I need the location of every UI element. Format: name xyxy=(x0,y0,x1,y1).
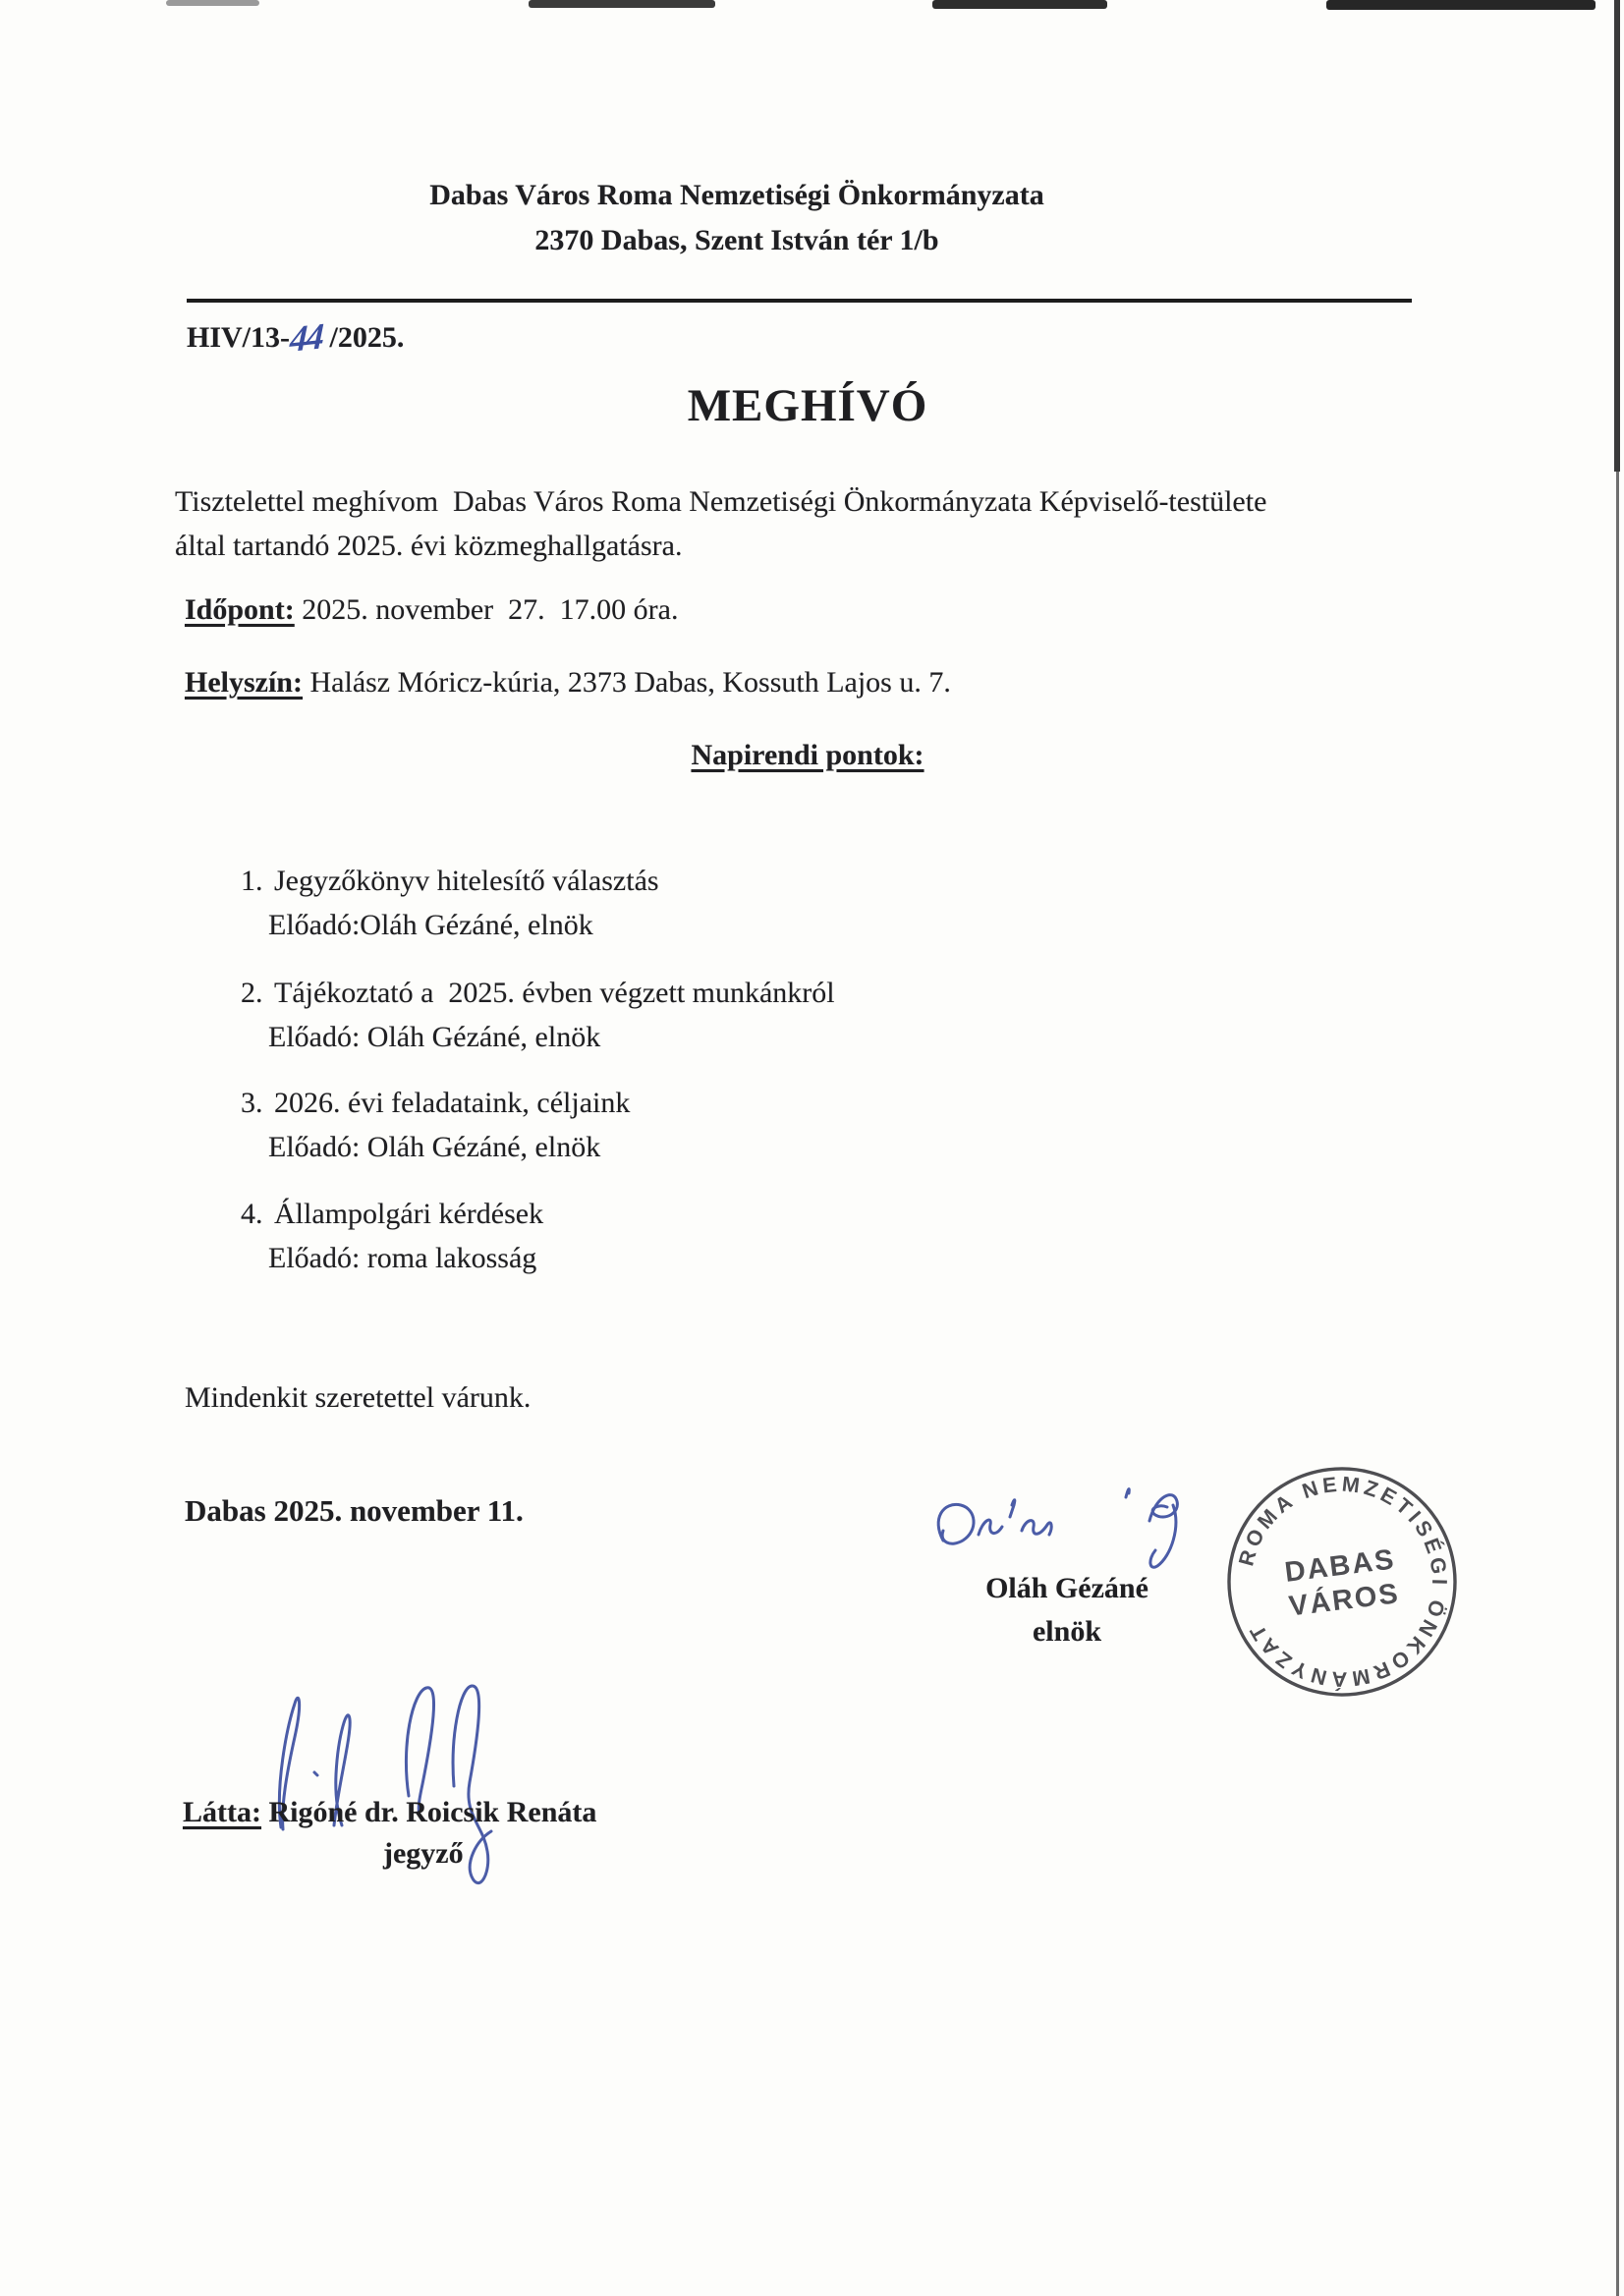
agenda-item-number: 1. xyxy=(241,865,263,897)
venue-value: Halász Móricz-kúria, 2373 Dabas, Kossuth Lajos u. 7. xyxy=(303,666,951,699)
reference-prefix: HIV/13- xyxy=(187,321,290,354)
countersign-name: Rigóné dr. Roicsik Renáta xyxy=(260,1796,597,1828)
agenda-item-number: 4. xyxy=(241,1198,263,1230)
scan-artifact-right-edge-light xyxy=(1616,472,1619,2296)
intro-line-2: által tartandó 2025. évi közmeghallgatásra. xyxy=(175,530,683,562)
agenda-item-presenter: Előadó:Oláh Gézáné, elnök xyxy=(268,909,593,941)
venue-line xyxy=(185,666,951,700)
agenda-item-title: 1. Jegyzőkönyv hitelesítő választás xyxy=(241,859,659,903)
date-line: Dabas 2025. november 11. xyxy=(185,1493,524,1528)
agenda-item-title: 2. Tájékoztató a 2025. évben végzett munkánkról xyxy=(241,971,835,1015)
stamp-center-line1: DABAS xyxy=(1282,1543,1398,1589)
datetime-line xyxy=(185,593,678,627)
agenda-item-presenter: Előadó: Oláh Gézáné, elnök xyxy=(268,1021,601,1053)
intro-line-1: Tisztelettel meghívom Dabas Város Roma Nemzetiségi Önkormányzata Képviselő-testülete xyxy=(175,485,1267,518)
datetime-value: 2025. november 27. 17.00 óra. xyxy=(294,593,679,626)
signatory-name: Oláh Gézáné xyxy=(985,1572,1148,1604)
stamp-center-line2: VÁROS xyxy=(1287,1578,1402,1623)
scan-artifact-top-1 xyxy=(166,0,259,6)
handwritten-case-number: 44 xyxy=(289,316,323,361)
agenda-item-4 xyxy=(241,1192,543,1280)
scan-artifact-top-2 xyxy=(529,0,715,8)
reference-suffix: /2025. xyxy=(322,321,405,354)
document-title: MEGHÍVÓ xyxy=(687,380,928,431)
scan-artifact-right-edge-dark xyxy=(1614,0,1620,472)
agenda-item-2 xyxy=(241,971,835,1059)
agenda-item-presenter: Előadó: Oláh Gézáné, elnök xyxy=(268,1131,601,1163)
agenda-heading: Napirendi pontok: xyxy=(691,739,924,771)
countersign-line xyxy=(183,1796,596,1829)
closing-sentence: Mindenkit szeretettel várunk. xyxy=(185,1381,532,1414)
org-address: 2370 Dabas, Szent István tér 1/b xyxy=(534,224,939,256)
scan-artifact-top-4 xyxy=(1326,0,1596,10)
countersign-title: jegyző xyxy=(383,1837,464,1870)
venue-label: Helyszín: xyxy=(185,666,303,699)
signatory-title: elnök xyxy=(1032,1615,1102,1648)
svg-text:ROMA NEMZETISÉGI ÖNKORMÁNYZAT xyxy=(1225,1460,1464,1704)
agenda-item-number: 3. xyxy=(241,1087,263,1119)
scan-artifact-top-3 xyxy=(932,0,1107,9)
agenda-item-presenter: Előadó: roma lakosság xyxy=(268,1242,537,1274)
official-stamp xyxy=(1218,1458,1466,1710)
agenda-item-3 xyxy=(241,1081,630,1169)
agenda-item-number: 2. xyxy=(241,977,263,1009)
agenda-item-title: 4. Állampolgári kérdések xyxy=(241,1192,543,1236)
reference-number xyxy=(187,314,405,361)
datetime-label: Időpont: xyxy=(185,593,295,626)
org-name: Dabas Város Roma Nemzetiségi Önkormányzata xyxy=(429,179,1044,211)
countersign-label: Látta: xyxy=(183,1796,261,1828)
agenda-item-1 xyxy=(241,859,659,947)
stamp-ring-text: ROMA NEMZETISÉGI ÖNKORMÁNYZAT xyxy=(1234,1472,1452,1692)
agenda-item-title: 3. 2026. évi feladataink, céljaink xyxy=(241,1081,630,1125)
horizontal-rule xyxy=(187,299,1412,303)
intro-paragraph xyxy=(175,479,1452,568)
letterhead xyxy=(187,173,1287,263)
